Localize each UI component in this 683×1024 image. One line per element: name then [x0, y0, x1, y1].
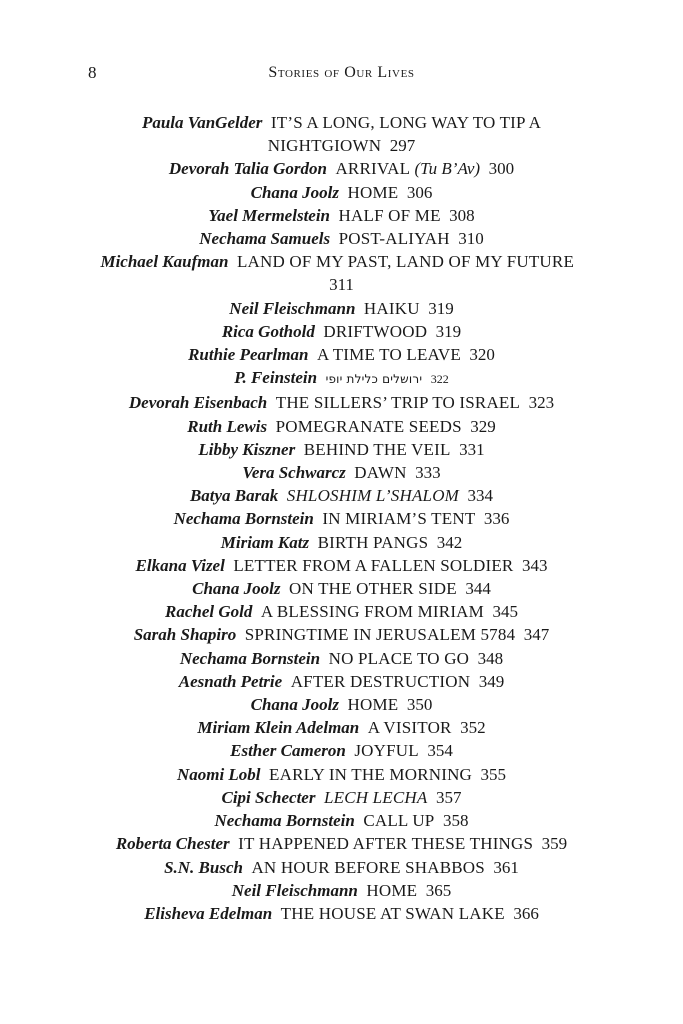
- entry-author: Ruth Lewis: [187, 416, 268, 436]
- entry-page-number: 323: [528, 393, 555, 413]
- entry-author: Naomi Lobl: [176, 764, 261, 784]
- toc-entry: [90, 227, 593, 250]
- entry-author: Vera Schwarcz: [242, 463, 346, 483]
- entry-author: Elkana Vizel: [135, 555, 225, 575]
- entry-author: Elisheva Edelman: [144, 903, 273, 923]
- entry-title: IT’S A LONG, LONG WAY TO TIP A NIGHTGIOWN: [267, 113, 542, 156]
- entry-author: Chana Joolz: [192, 579, 281, 599]
- entry-page-number: 350: [406, 695, 433, 715]
- running-head: [0, 63, 683, 85]
- toc-entry: [90, 739, 593, 762]
- toc-entry: [90, 832, 593, 855]
- entry-author: Ruthie Pearlman: [188, 345, 309, 365]
- toc-entry: [90, 484, 593, 507]
- entry-author: Nechama Bornstein: [214, 811, 355, 831]
- toc-entry: [90, 763, 593, 786]
- entry-page-number: 306: [406, 182, 433, 202]
- entry-title-note: (Tu B’Av): [414, 159, 481, 179]
- entry-page-number: 359: [541, 834, 568, 854]
- entry-author: Nechama Samuels: [199, 229, 331, 249]
- entry-page-number: 308: [449, 205, 475, 225]
- page-number: 8: [88, 63, 97, 82]
- toc-entry: [90, 693, 593, 716]
- entry-title: AFTER DESTRUCTION: [290, 671, 471, 691]
- toc-entry: [90, 856, 593, 879]
- entry-title: POST-ALIYAH: [338, 229, 450, 249]
- entry-title: THE SILLERS’ TRIP TO ISRAEL: [275, 393, 521, 413]
- entry-author: Miriam Katz: [220, 532, 310, 552]
- entry-page-number: 334: [467, 486, 494, 506]
- toc-entry: [90, 647, 593, 670]
- running-title: Stories of Our Lives: [268, 64, 415, 81]
- entry-author: Batya Barak: [189, 486, 279, 506]
- entry-title: JOYFUL: [354, 741, 419, 761]
- entry-author: Neil Fleischmann: [229, 298, 356, 318]
- entry-author: S.N. Busch: [164, 857, 243, 877]
- entry-title: EARLY IN THE MORNING: [269, 764, 473, 784]
- entry-page-number: 329: [470, 416, 496, 436]
- entry-author: Roberta Chester: [115, 834, 230, 854]
- entry-author: Chana Joolz: [250, 182, 339, 202]
- entry-page-number: 361: [493, 857, 519, 877]
- entry-title: A VISITOR: [367, 718, 452, 738]
- entry-title: SHLOSHIM L’SHALOM: [286, 486, 460, 506]
- entry-title: A TIME TO LEAVE: [317, 345, 461, 365]
- toc-entry: [90, 879, 593, 902]
- entry-page-number: 347: [523, 625, 550, 645]
- entry-title: NO PLACE TO GO: [328, 648, 470, 668]
- toc-entry: [90, 461, 593, 484]
- entry-author: Esther Cameron: [230, 741, 346, 761]
- toc-entry: [90, 902, 593, 925]
- entry-author: Rica Gothold: [221, 321, 315, 341]
- entry-author: Libby Kiszner: [198, 439, 296, 459]
- entry-page-number: 343: [521, 555, 548, 575]
- toc-entry: [90, 111, 593, 157]
- entry-title: HOME: [366, 880, 418, 900]
- toc-entry: [90, 716, 593, 739]
- toc-entry: [90, 554, 593, 577]
- entry-page-number: 310: [458, 229, 484, 249]
- entry-title: ON THE OTHER SIDE: [288, 579, 457, 599]
- toc-entry: [90, 250, 593, 296]
- entry-author: Neil Fleischmann: [231, 880, 358, 900]
- toc-entry: [90, 507, 593, 530]
- entry-title: CALL UP: [363, 811, 435, 831]
- entry-title: IN MIRIAM’S TENT: [322, 509, 476, 529]
- toc-entry: [90, 600, 593, 623]
- entry-page-number: 342: [436, 532, 463, 552]
- entry-page-number: 322: [430, 372, 449, 387]
- entry-title: BIRTH PANGS: [317, 532, 429, 552]
- entry-page-number: 365: [425, 880, 452, 900]
- toc-entry: [90, 415, 593, 438]
- entry-page-number: 349: [478, 671, 505, 691]
- entry-title: IT HAPPENED AFTER THESE THINGS: [238, 834, 534, 854]
- toc-entry: [90, 157, 593, 180]
- entry-author: Paula VanGelder: [141, 113, 263, 132]
- entry-title: HALF OF ME: [338, 205, 441, 225]
- entry-page-number: 297: [389, 136, 416, 156]
- entry-author: Devorah Eisenbach: [128, 393, 268, 413]
- entry-page-number: 300: [488, 159, 515, 179]
- toc-entry: [90, 809, 593, 832]
- entry-title: THE HOUSE AT SWAN LAKE: [280, 903, 505, 923]
- toc-entry: [90, 320, 593, 343]
- toc-entry: [90, 786, 593, 809]
- entry-author: Aesnath Petrie: [178, 671, 283, 691]
- entry-page-number: 366: [513, 903, 539, 923]
- entry-page-number: 358: [442, 811, 469, 831]
- entry-page-number: 348: [477, 648, 504, 668]
- entry-title: POMEGRANATE SEEDS: [275, 416, 462, 436]
- entry-author: Devorah Talia Gordon: [168, 159, 327, 179]
- toc-entry: [90, 391, 593, 414]
- entry-title: HAIKU: [363, 298, 420, 318]
- entry-title: DRIFTWOOD: [323, 321, 428, 341]
- entry-title: ירושלים כלילת יופי: [325, 372, 423, 387]
- entry-title: LAND OF MY PAST, LAND OF MY FUTURE: [236, 252, 575, 272]
- entry-page-number: 331: [459, 439, 485, 459]
- entry-page-number: 354: [427, 741, 453, 761]
- toc-entry: [90, 366, 593, 391]
- entry-page-number: 352: [460, 718, 486, 738]
- entry-title: A BLESSING FROM MIRIAM: [260, 602, 484, 622]
- toc-entry: [90, 343, 593, 366]
- entry-author: Miriam Klein Adelman: [197, 718, 360, 738]
- toc-entry: [90, 297, 593, 320]
- entry-title: ARRIVAL: [335, 159, 411, 179]
- entry-title: LETTER FROM A FALLEN SOLDIER: [233, 555, 514, 575]
- toc-entry: [90, 438, 593, 461]
- entry-author: Nechama Bornstein: [173, 509, 314, 529]
- entry-author: Yael Mermelstein: [208, 205, 331, 225]
- entry-author: Nechama Bornstein: [179, 648, 321, 668]
- entry-page-number: 311: [329, 275, 354, 295]
- entry-page-number: 357: [436, 787, 462, 807]
- entry-title: HOME: [347, 182, 399, 202]
- entry-page-number: 344: [465, 579, 491, 599]
- toc-entry: [90, 531, 593, 554]
- entry-page-number: 355: [480, 764, 507, 784]
- entry-author: Sarah Shapiro: [133, 625, 237, 645]
- entry-page-number: 320: [469, 345, 495, 365]
- toc-entry: [90, 623, 593, 646]
- entry-author: Chana Joolz: [250, 695, 339, 715]
- toc-entry: [90, 670, 593, 693]
- entry-title: AN HOUR BEFORE SHABBOS: [251, 857, 485, 877]
- entry-author: P. Feinstein: [234, 368, 318, 388]
- entry-title: HOME: [347, 695, 399, 715]
- entry-title: DAWN: [354, 463, 407, 483]
- toc-entry: [90, 181, 593, 204]
- entry-page-number: 319: [428, 298, 454, 318]
- toc-entry: [90, 577, 593, 600]
- entry-title: LECH LECHA: [323, 787, 428, 807]
- entry-title: SPRINGTIME IN JERUSALEM 5784: [244, 625, 516, 645]
- entry-page-number: 333: [415, 463, 441, 483]
- entry-author: Cipi Schecter: [221, 787, 316, 807]
- table-of-contents: [90, 111, 593, 925]
- entry-page-number: 319: [435, 321, 462, 341]
- entry-title: BEHIND THE VEIL: [303, 439, 451, 459]
- entry-page-number: 336: [483, 509, 510, 529]
- entry-author: Rachel Gold: [165, 602, 253, 622]
- entry-author: Michael Kaufman: [100, 252, 229, 272]
- entry-page-number: 345: [492, 602, 518, 622]
- toc-entry: [90, 204, 593, 227]
